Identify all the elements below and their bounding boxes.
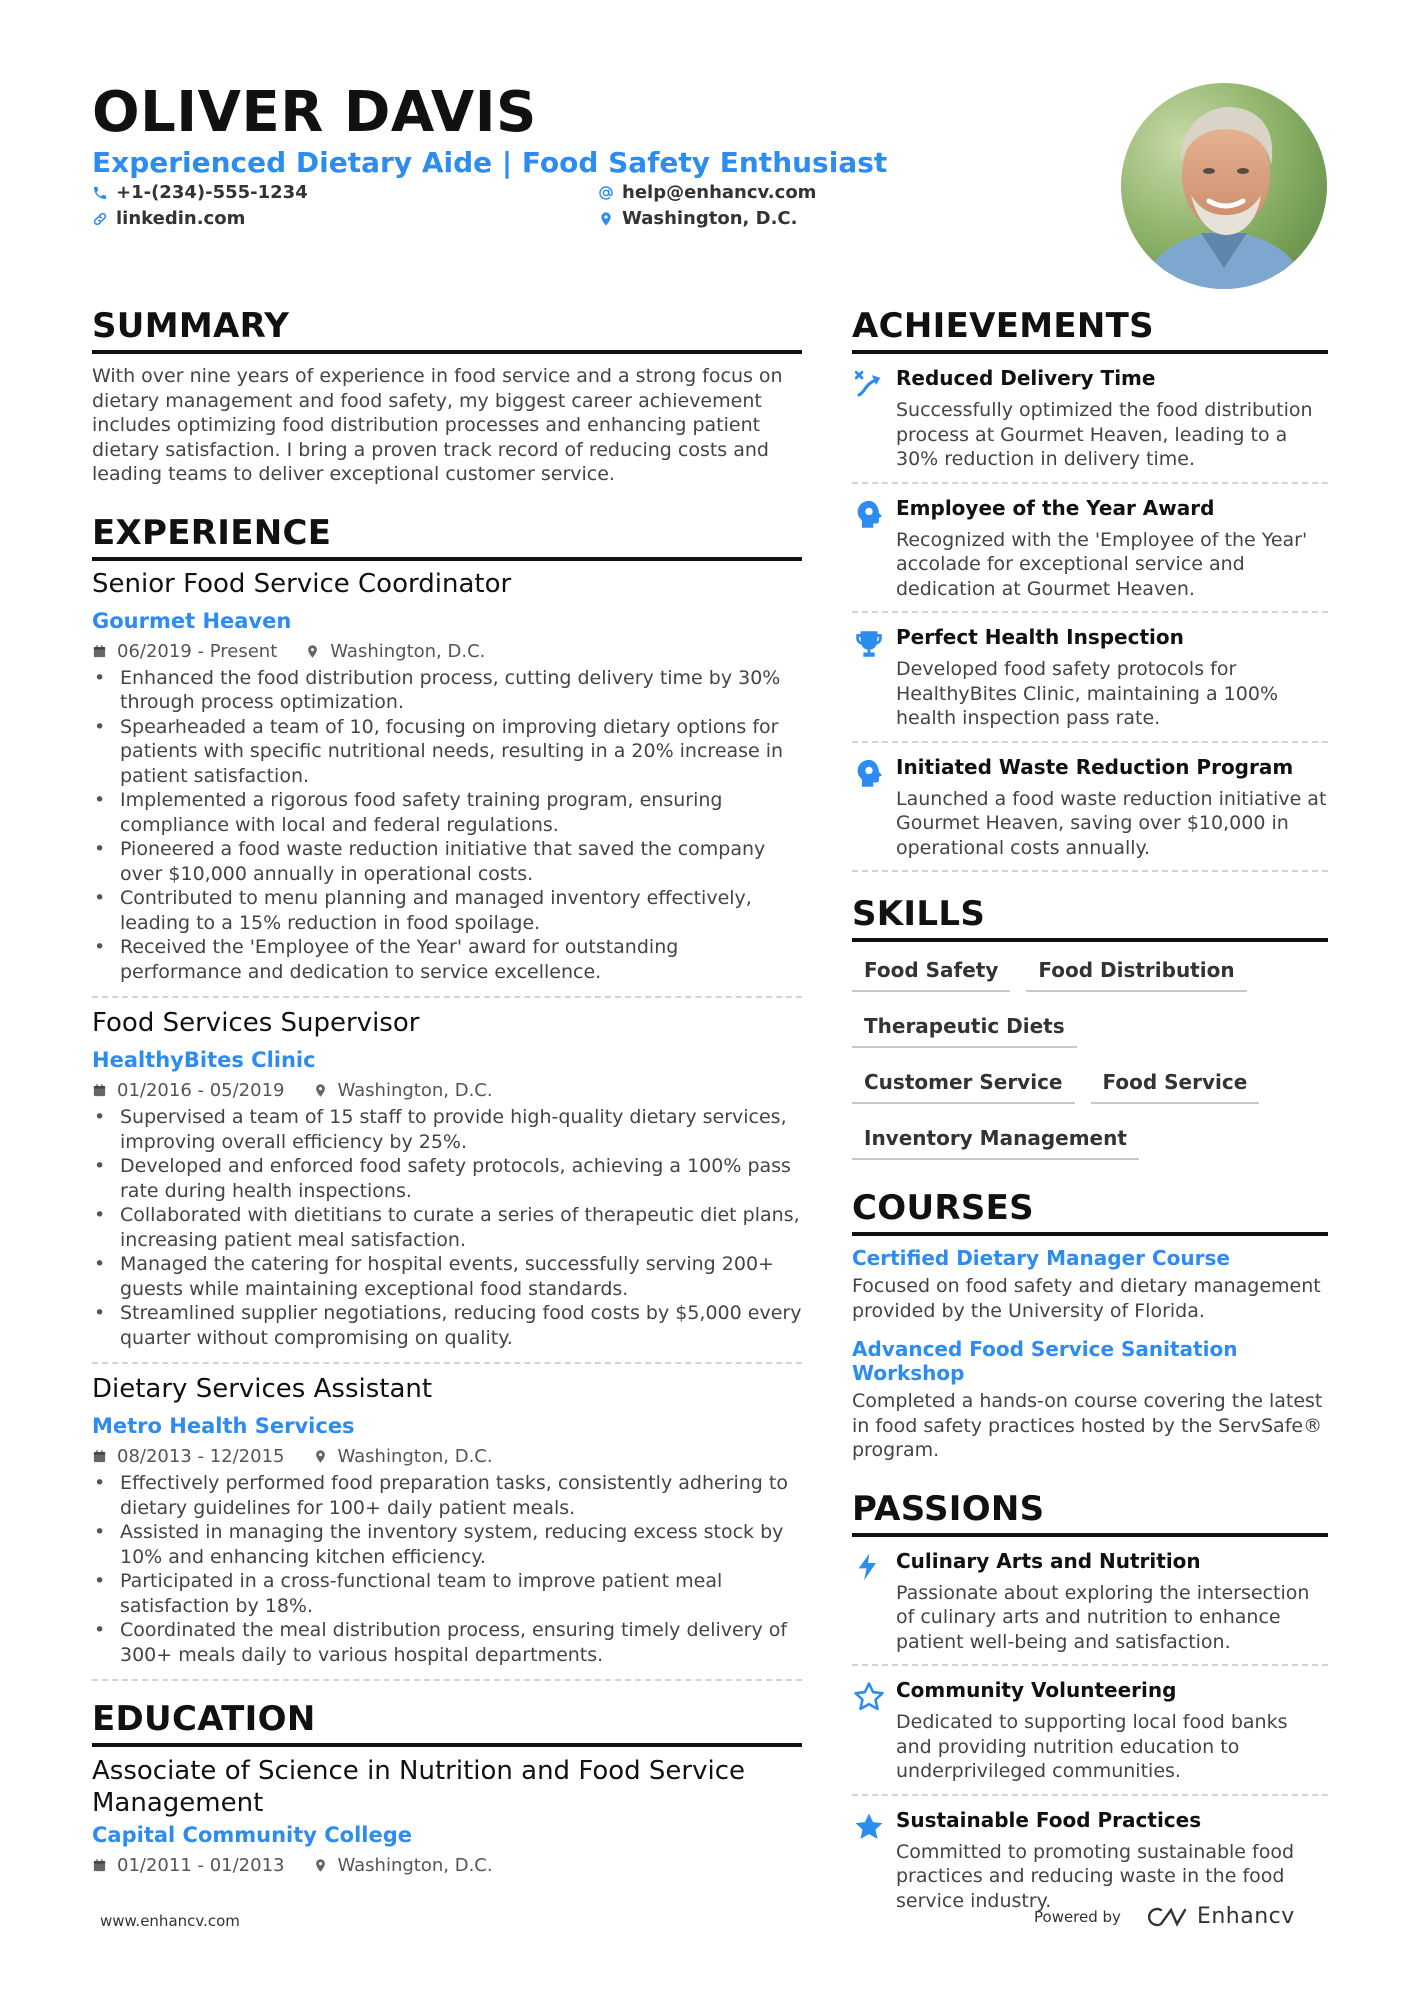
star-filled-icon [852,1810,886,1844]
education-location [313,1855,493,1876]
passion-item [852,1666,1328,1796]
linkedin-contact[interactable] [92,208,245,229]
education-heading: EDUCATION [92,1699,802,1747]
courses-heading: COURSES [852,1188,1328,1236]
job-location [313,1080,493,1101]
calendar-icon [92,1858,107,1873]
achievement-desc: Successfully optimized the food distribution process at Gourmet Heaven, leading to a 30% reduction in delivery time. [896,399,1313,470]
achievement-desc: Launched a food waste reduction initiative at Gourmet Heaven, saving over $10,000 in operational costs annually. [896,787,1327,859]
job-dates-text: 06/2019 - Present [117,640,278,662]
job-company: Metro Health Services [92,1414,355,1438]
passion-title: Sustainable Food Practices [896,1807,1202,1832]
job-meta [92,641,802,662]
skill-tag: Customer Service [852,1064,1075,1104]
education-school: Capital Community College [92,1823,413,1847]
email-contact[interactable] [598,182,816,203]
job-company: HealthyBites Clinic [92,1048,316,1072]
phone-contact[interactable] [92,182,308,203]
map-pin-icon [313,1083,328,1098]
job-role: Food Services Supervisor [92,1008,420,1038]
achievement-title: Perfect Health Inspection [896,625,1184,649]
skills-heading: SKILLS [852,894,1328,942]
job-company: Gourmet Heaven [92,608,292,633]
map-pin-icon [313,1858,328,1873]
education-meta [92,1855,802,1876]
achievement-item [852,484,1328,614]
job-role: Dietary Services Assistant [92,1374,433,1404]
job-bullets [92,1105,802,1350]
job-dates [92,1446,285,1467]
phone-text: +1-(234)-555-1234 [116,182,308,203]
brand-name: Enhancv [1196,1904,1295,1929]
course-desc: Completed a hands-on course covering the latest in food safety practices hosted by the ServSafe® program. [852,1390,1323,1461]
map-pin-icon [313,1449,328,1464]
enhancv-logo-icon [1147,1905,1193,1929]
trophy-icon [852,627,886,661]
job-dates-text: 08/2013 - 12/2015 [117,1446,285,1467]
achievement-title: Reduced Delivery Time [896,366,1156,390]
job-bullet: • Spearheaded a team of 10, focusing on improving dietary options for patients with specific nutritional needs, resulting in a 20% increase in patient satisfaction. [92,715,802,789]
education-location-text: Washington, D.C. [337,1855,493,1876]
experience-heading: EXPERIENCE [92,513,802,561]
footer-website[interactable]: www.enhancv.com [100,1912,240,1930]
skill-tag: Food Safety [852,952,1010,992]
right-column [852,306,1328,1923]
lightning-icon [852,1551,884,1583]
skill-tag: Therapeutic Diets [852,1008,1077,1048]
star-outline-icon [852,1680,886,1714]
job-location-text: Washington, D.C. [330,640,486,662]
passion-item [852,1537,1328,1667]
achievement-item [852,743,1328,873]
skill-tag: Food Service [1091,1064,1260,1104]
job-location [313,1446,493,1467]
job-location [305,641,485,662]
powered-by-text: Powered by [1034,1907,1121,1926]
head-idea-icon [852,498,886,532]
course-title: Certified Dietary Manager Course [852,1246,1230,1270]
job-bullet: • Collaborated with dietitians to curate a series of therapeutic diet plans, increasing patient meal satisfaction. [92,1203,802,1252]
achievement-title: Initiated Waste Reduction Program [896,754,1294,779]
passion-desc: Passionate about exploring the intersection of culinary arts and nutrition to enhance patient well-being and satisfaction. [896,1581,1310,1653]
job-bullet: • Contributed to menu planning and managed inventory effectively, leading to a 15% reduction in food spoilage. [92,886,802,935]
skill-tag: Inventory Management [852,1120,1139,1160]
job-bullet: • Developed and enforced food safety protocols, achieving a 100% pass rate during health inspections. [92,1154,802,1203]
achievements-heading: ACHIEVEMENTS [852,306,1328,354]
experience-entry [92,1008,802,1364]
achievement-desc: Developed food safety protocols for HealthyBites Clinic, maintaining a 100% health inspection pass rate. [896,658,1279,729]
job-bullet: • Received the 'Employee of the Year' award for outstanding performance and dedication to service excellence. [92,935,802,984]
experience-entry [92,1374,802,1681]
head-idea-icon [852,757,886,791]
candidate-name: OLIVER DAVIS [92,80,537,145]
calendar-icon [92,1083,107,1098]
link-icon [92,211,108,227]
job-bullet: • Managed the catering for hospital events, successfully serving 200+ guests while maintaining exceptional food standards. [92,1252,802,1301]
location-text: Washington, D.C. [622,208,798,229]
job-location-text: Washington, D.C. [337,1080,493,1101]
job-bullets [92,666,802,985]
calendar-icon [92,1449,107,1464]
job-bullet: • Streamlined supplier negotiations, reducing food costs by $5,000 every quarter without compromising on quality. [92,1301,802,1350]
skills-list [852,952,1328,1176]
phone-icon [92,185,108,201]
passions-heading: PASSIONS [852,1489,1328,1537]
map-pin-icon [305,644,320,659]
job-dates [92,641,277,662]
profile-photo [1121,83,1327,289]
job-bullet: • Enhanced the food distribution process, cutting delivery time by 30% through process optimization. [92,666,802,715]
summary-text: With over nine years of experience in food service and a strong focus on dietary management and food safety, my biggest career achievement includes optimizing food distribution processes and enhancing patient dietary satisfaction. I bring a proven track record of reducing costs and leading teams to deliver exceptional customer service. [92,365,783,485]
achievement-title: Employee of the Year Award [896,495,1215,520]
job-bullets [92,1471,802,1667]
left-column [92,306,802,1876]
job-location-text: Washington, D.C. [337,1446,493,1467]
job-bullet: • Pioneered a food waste reduction initiative that saved the company over $10,000 annually in operational costs. [92,837,802,886]
passion-desc: Dedicated to supporting local food banks and providing nutrition education to underprivileged communities. [896,1711,1288,1782]
course-title: Advanced Food Service Sanitation Workshop [852,1337,1238,1385]
summary-heading: SUMMARY [92,306,802,354]
achievement-item [852,613,1328,743]
passion-title: Culinary Arts and Nutrition [896,1548,1201,1573]
job-bullet: • Implemented a rigorous food safety training program, ensuring compliance with local and federal regulations. [92,788,802,837]
at-sign-icon [598,185,614,201]
email-text: help@enhancv.com [622,182,817,203]
job-bullet: • Assisted in managing the inventory system, reducing excess stock by 10% and enhancing kitchen efficiency. [92,1520,802,1569]
candidate-title: Experienced Dietary Aide | Food Safety Enthusiast [92,146,888,179]
course-desc: Focused on food safety and dietary management provided by the University of Florida. [852,1275,1321,1322]
location-contact [598,208,797,229]
job-meta [92,1080,802,1101]
calendar-icon [92,644,107,659]
skill-tag: Food Distribution [1026,952,1246,992]
job-bullet: • Effectively performed food preparation tasks, consistently adhering to dietary guidelines for 100+ daily patient meals. [92,1471,802,1520]
education-dates [92,1855,285,1876]
education-degree: Associate of Science in Nutrition and Food Service Management [92,1756,746,1818]
map-pin-icon [598,211,614,227]
job-dates [92,1080,285,1101]
job-bullet: • Supervised a team of 15 staff to provide high-quality dietary services, improving overall efficiency by 25%. [92,1105,802,1154]
passion-desc: Committed to promoting sustainable food practices and reducing waste in the food service industry. [896,1840,1295,1912]
job-bullet: • Participated in a cross-functional team to improve patient meal satisfaction by 18%. [92,1569,802,1618]
achievement-item [852,354,1328,484]
linkedin-text: linkedin.com [116,208,246,229]
achievement-desc: Recognized with the 'Employee of the Year' accolade for exceptional service and dedication at Gourmet Heaven. [896,528,1308,600]
passion-title: Community Volunteering [896,1678,1177,1702]
job-role: Senior Food Service Coordinator [92,568,512,599]
delivery-route-icon [852,368,886,402]
job-dates-text: 01/2016 - 05/2019 [117,1080,285,1101]
education-dates-text: 01/2011 - 01/2013 [117,1855,285,1876]
experience-entry [92,569,802,999]
job-bullet: • Coordinated the meal distribution process, ensuring timely delivery of 300+ meals daily to various hospital departments. [92,1618,802,1667]
job-meta [92,1446,802,1467]
footer-branding[interactable] [1034,1904,1295,1929]
